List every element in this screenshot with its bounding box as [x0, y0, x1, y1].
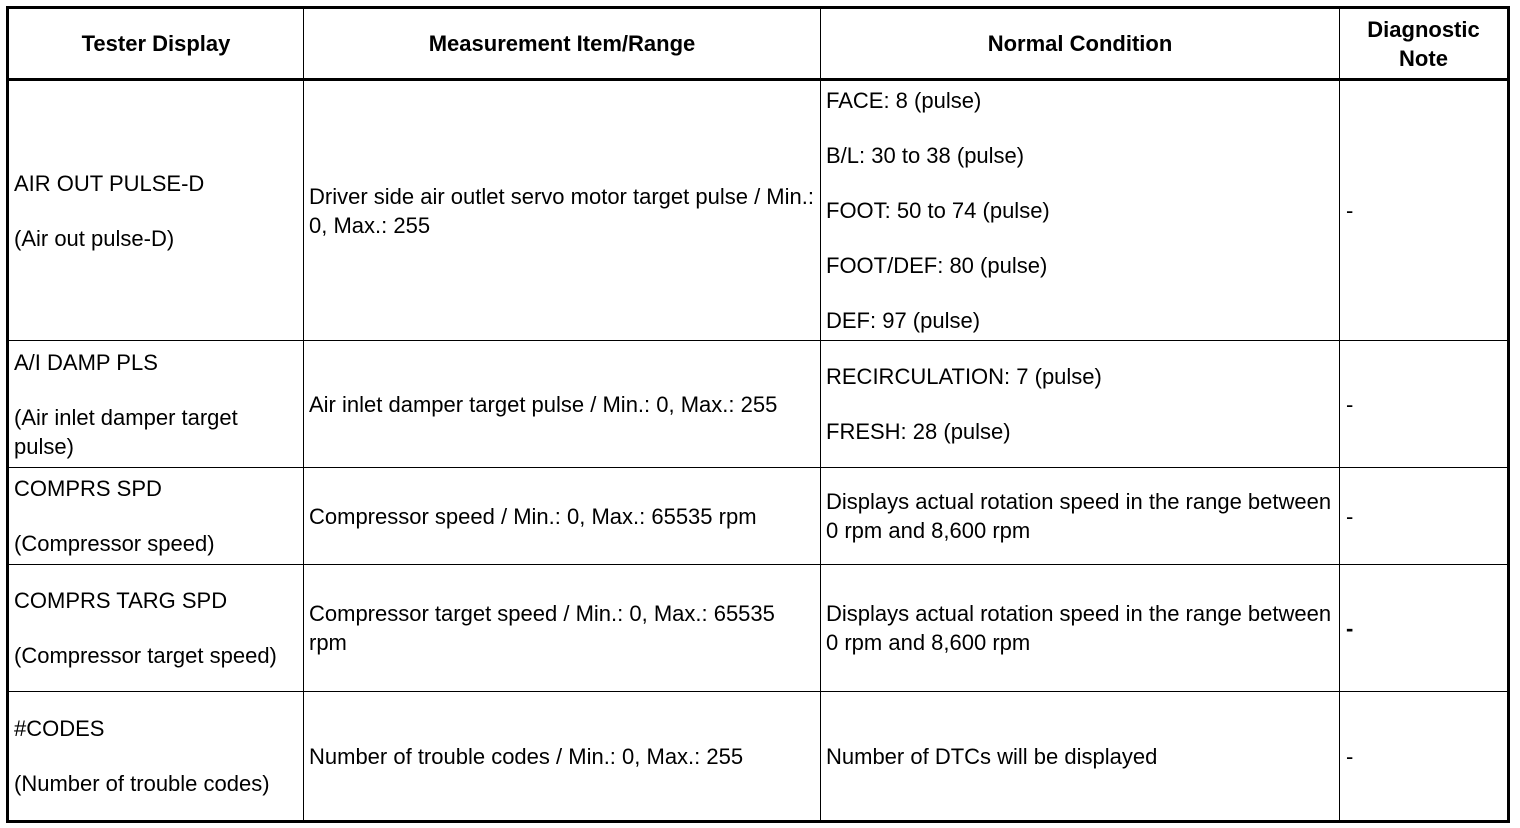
measurement-cell: Compressor target speed / Min.: 0, Max.: 65535 rpm	[304, 565, 821, 692]
diagnostic-note-cell: -	[1340, 565, 1509, 692]
measurement-cell: Driver side air outlet servo motor target pulse / Min.: 0, Max.: 255	[304, 80, 821, 341]
tester-display-name: AIR OUT PULSE-D	[14, 170, 205, 196]
normal-condition-cell: Displays actual rotation speed in the range between 0 rpm and 8,600 rpm	[821, 565, 1340, 692]
tester-display-desc: (Air inlet damper target pulse)	[14, 404, 238, 459]
header-normal-condition: Normal Condition	[821, 8, 1340, 80]
table-row	[8, 468, 1509, 565]
header-row	[8, 8, 1509, 80]
tester-display-desc: (Air out pulse-D)	[14, 225, 175, 251]
normal-condition-line: B/L: 30 to 38 (pulse)	[826, 143, 1025, 168]
table-row	[8, 565, 1509, 692]
normal-condition-cell: Number of DTCs will be displayed	[821, 692, 1340, 822]
header-measurement: Measurement Item/Range	[304, 8, 821, 80]
table-row	[8, 341, 1509, 468]
measurement-cell: Air inlet damper target pulse / Min.: 0, Max.: 255	[304, 341, 821, 468]
normal-condition-cell: Displays actual rotation speed in the range between 0 rpm and 8,600 rpm	[821, 468, 1340, 565]
tester-display-name: A/I DAMP PLS	[14, 349, 158, 375]
table-row	[8, 692, 1509, 822]
tester-display-desc: (Compressor speed)	[14, 531, 215, 556]
normal-condition-cell	[821, 341, 1340, 468]
tester-display-cell	[8, 692, 304, 822]
table-row	[8, 80, 1509, 341]
tester-display-name: COMPRS SPD	[14, 476, 162, 501]
tester-display-cell	[8, 80, 304, 341]
normal-condition-cell	[821, 80, 1340, 341]
measurement-cell: Number of trouble codes / Min.: 0, Max.: 255	[304, 692, 821, 822]
normal-condition-line: RECIRCULATION: 7 (pulse)	[826, 364, 1102, 389]
measurement-cell: Compressor speed / Min.: 0, Max.: 65535 rpm	[304, 468, 821, 565]
diagnostic-note-cell: -	[1340, 692, 1509, 822]
normal-condition-line: DEF: 97 (pulse)	[826, 308, 981, 333]
diagnostic-note-cell: -	[1340, 80, 1509, 341]
normal-condition-line: FOOT: 50 to 74 (pulse)	[826, 198, 1050, 223]
tester-display-name: COMPRS TARG SPD	[14, 588, 228, 613]
data-monitor-table	[6, 6, 1510, 823]
tester-display-desc: (Compressor target speed)	[14, 643, 277, 668]
header-tester-display: Tester Display	[8, 8, 304, 80]
tester-display-cell	[8, 565, 304, 692]
tester-display-name: #CODES	[14, 716, 105, 741]
tester-display-cell	[8, 341, 304, 468]
normal-condition-line: FACE: 8 (pulse)	[826, 88, 982, 113]
normal-condition-line: FOOT/DEF: 80 (pulse)	[826, 253, 1048, 278]
tester-display-cell	[8, 468, 304, 565]
diagnostic-note-cell: -	[1340, 468, 1509, 565]
header-diagnostic-note: Diagnostic Note	[1340, 8, 1509, 80]
diagnostic-note-cell: -	[1340, 341, 1509, 468]
normal-condition-line: FRESH: 28 (pulse)	[826, 419, 1011, 444]
tester-display-desc: (Number of trouble codes)	[14, 771, 270, 796]
